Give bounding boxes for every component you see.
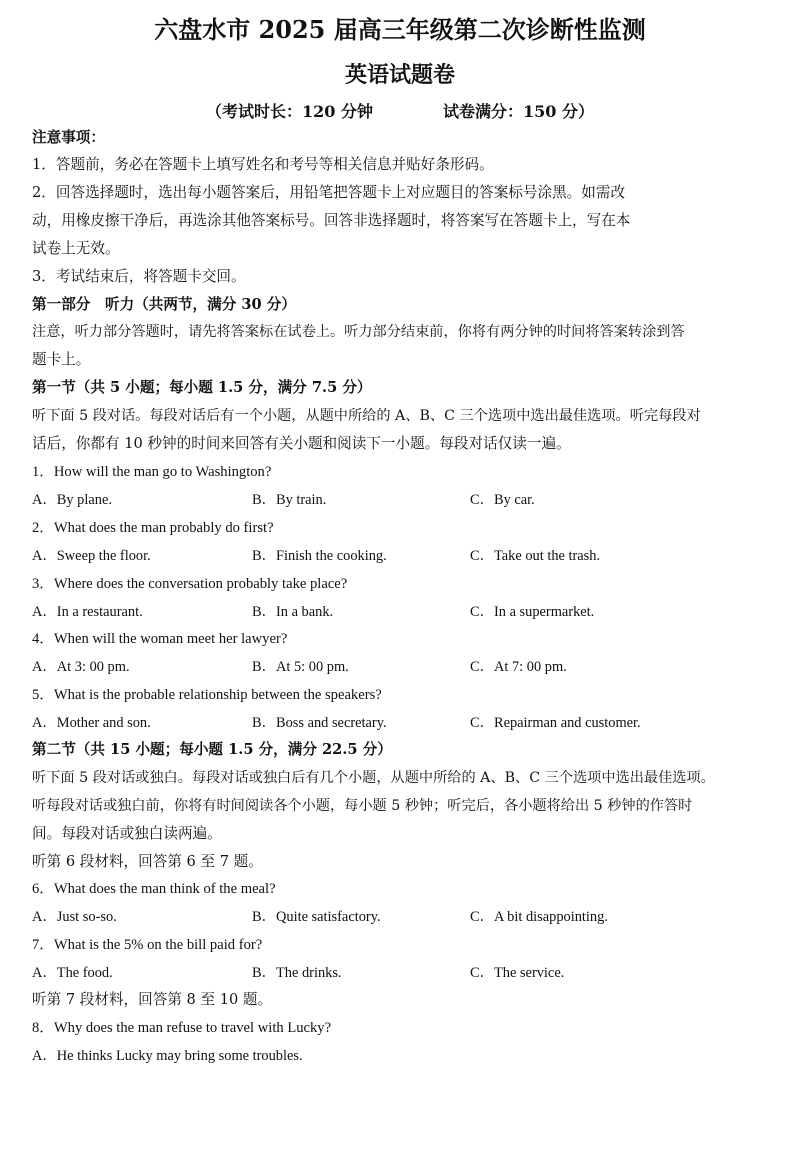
question-2-option-a: A．Sweep the floor. (32, 548, 151, 564)
question-8-option-a: A．He thinks Lucky may bring some troubles. (32, 1048, 303, 1064)
section2-instruction-line-1: 听下面 5 段对话或独白。每段对话或独白后有几个小题，从题中所给的 A、B、C 三个选项中选出最佳选项。 (32, 770, 715, 786)
question-5-option-b: B．Boss and secretary. (252, 715, 387, 731)
section2-instruction-line-2: 听每段对话或独白前，你将有时间阅读各个小题，每小题 5 秒钟；听完后，各小题将给出 5 秒钟的作答时 (32, 798, 693, 814)
question-1-option-b: B．By train. (252, 492, 327, 508)
question-4-option-c: C．At 7: 00 pm. (470, 659, 567, 675)
question-6-option-c: C．A bit disappointing. (470, 909, 608, 925)
question-2-option-b: B．Finish the cooking. (252, 548, 387, 564)
question-2: 2．What does the man probably do first? (32, 520, 274, 536)
note-2-line-3: 试卷上无效。 (32, 240, 120, 257)
note-1: 1．答题前，务必在答题卡上填写姓名和考号等相关信息并贴好条形码。 (32, 156, 494, 173)
section1-instruction-line-2: 话后，你都有 10 秒钟的时间来回答有关小题和阅读下一小题。每段对话仅读一遍。 (32, 435, 571, 452)
question-2-option-c: C．Take out the trash. (470, 548, 601, 564)
question-3-option-b: B．In a bank. (252, 604, 334, 620)
question-4: 4．When will the woman meet her lawyer? (32, 631, 288, 647)
question-5-option-a: A．Mother and son. (32, 715, 151, 731)
question-4-option-a: A．At 3: 00 pm. (32, 659, 130, 675)
material-7-instruction: 听第 7 段材料，回答第 8 至 10 题。 (32, 991, 273, 1008)
exam-title: 六盘水市 2025 届高三年级第二次诊断性监测 (154, 15, 646, 44)
section1-heading: 第一节（共 5 小题；每小题 1.5 分，满分 7.5 分） (32, 379, 372, 396)
question-3: 3．Where does the conversation probably take place? (32, 576, 348, 592)
part1-note-line-2: 题卡上。 (32, 351, 91, 368)
material-6-instruction: 听第 6 段材料，回答第 6 至 7 题。 (32, 853, 263, 870)
exam-info (0, 99, 800, 122)
notes-header: 注意事项： (32, 129, 105, 146)
question-1-option-a: A．By plane. (32, 492, 112, 508)
part1-note-line-1: 注意，听力部分答题时，请先将答案标在试卷上。听力部分结束前，你将有两分钟的时间将答案转涂到答 (32, 324, 685, 340)
question-6: 6．What does the man think of the meal? (32, 881, 276, 897)
subject-title: 英语试题卷 (344, 62, 455, 88)
note-2-line-2: 动，用橡皮擦干净后，再选涂其他答案标号。回答非选择题时，将答案写在答题卡上，写在本 (32, 212, 631, 229)
question-7: 7．What is the 5% on the bill paid for? (32, 937, 263, 953)
section1-instruction-line-1: 听下面 5 段对话。每段对话后有一个小题，从题中所给的 A、B、C 三个选项中选出最佳选项。听完每段对 (32, 408, 701, 424)
question-8: 8．Why does the man refuse to travel with Lucky? (32, 1020, 332, 1036)
note-3: 3．考试结束后，将答题卡交回。 (32, 268, 246, 285)
question-7-option-b: B．The drinks. (252, 965, 342, 981)
exam-full-score: 试卷满分：150 分） (443, 102, 594, 121)
question-5: 5．What is the probable relationship between the speakers? (32, 687, 382, 703)
question-1: 1．How will the man go to Washington? (32, 464, 272, 480)
section2-instruction-line-3: 间。每段对话或独白读两遍。 (32, 825, 222, 842)
part1-heading: 第一部分 听力（共两节，满分 30 分） (32, 296, 296, 313)
question-7-option-a: A．The food. (32, 965, 113, 981)
section2-heading: 第二节（共 15 小题；每小题 1.5 分，满分 22.5 分） (32, 741, 392, 758)
question-3-option-a: A．In a restaurant. (32, 604, 143, 620)
question-3-option-c: C．In a supermarket. (470, 604, 595, 620)
question-6-option-a: A．Just so-so. (32, 909, 117, 925)
question-1-option-c: C．By car. (470, 492, 535, 508)
question-7-option-c: C．The service. (470, 965, 565, 981)
question-6-option-b: B．Quite satisfactory. (252, 909, 381, 925)
question-4-option-b: B．At 5: 00 pm. (252, 659, 349, 675)
question-5-option-c: C．Repairman and customer. (470, 715, 641, 731)
note-2-line-1: 2．回答选择题时，选出每小题答案后，用铅笔把答题卡上对应题目的答案标号涂黑。如需改 (32, 184, 626, 201)
exam-duration: （考试时长：120 分钟 (206, 102, 373, 121)
